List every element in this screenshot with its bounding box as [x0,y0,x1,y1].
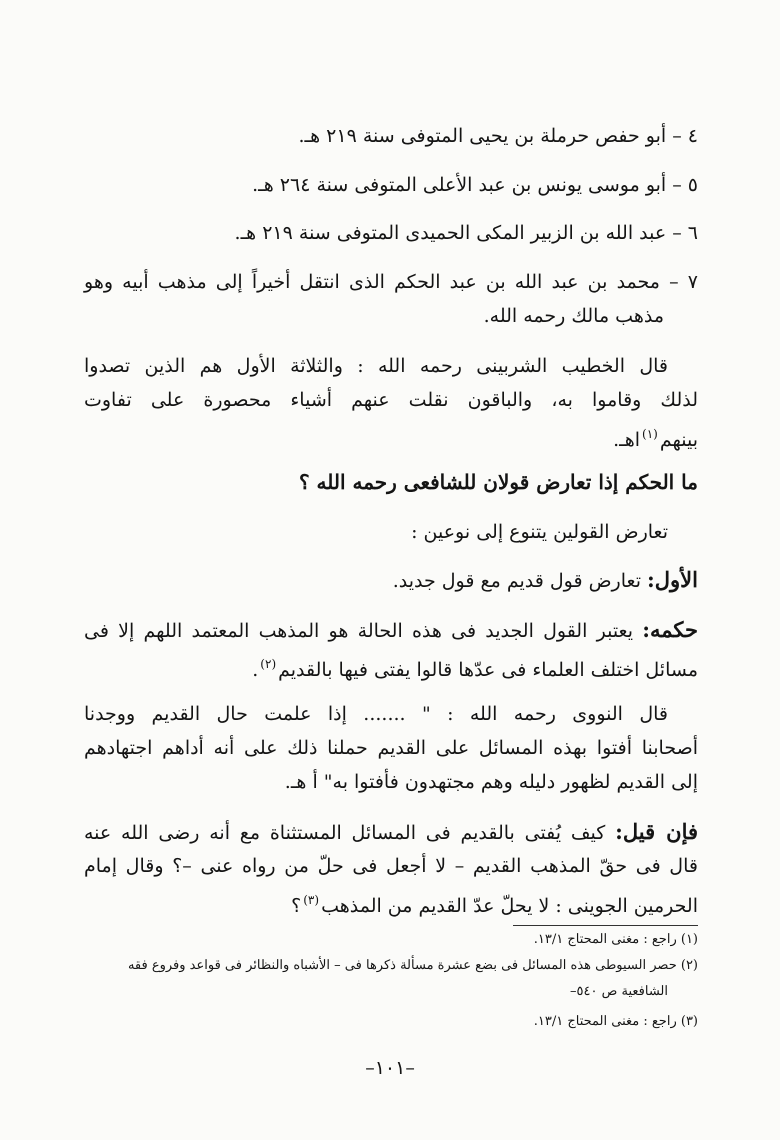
paragraph-1-line-3 [84,420,698,454]
question-line-3-text: الحرمين الجوينى : لا يحلّ عدّ القديم من المذهب [321,895,698,917]
question-line-1-text: كيف يُفتى بالقديم فى المسائل المستثناة مع أنه رضى الله عنه [84,822,606,844]
footnote-1: (١) راجع : مغنى المحتاج ١٣/١. [533,932,698,947]
list-item-4: ٤ – أبو حفص حرملة بن يحيى المتوفى سنة ٢١٩ هـ. [298,125,698,147]
paragraph-1-line-2: لذلك وقاموا به، والباقون نقلت عنهم أشياء محصورة على تفاوت [84,389,698,411]
page-number: –١٠١– [365,1057,415,1079]
list-item-6: ٦ – عبد الله بن الزبير المكى الحميدى المتوفى سنة ٢١٩ هـ. [234,222,698,244]
paragraph-1-line-3-end: اهـ. [613,429,640,451]
list-item-5: ٥ – أبو موسى يونس بن عبد الأعلى المتوفى سنة ٢٦٤ هـ. [252,174,698,196]
footnote-2-line-1: (٢) حصر السيوطى هذه المسائل فى بضع عشرة مسألة ذكرها فى – الأشباه والنظائر فى قواعد وفروع فقه [127,958,698,973]
nawawi-line-1: قال النووى رحمه الله : " ....... إذا علمت حال القديم ووجدنا [84,703,668,725]
footnote-ref-3: (٣) [303,893,320,907]
footnote-ref-2: (٢) [260,657,277,671]
question-line-3 [84,886,698,920]
question-line-1 [84,818,698,847]
footnote-2-line-2: الشافعية ص ٥٤٠– [570,984,668,999]
ruling-line-1 [84,616,698,645]
list-item-7-line-2: مذهب مالك رحمه الله. [483,305,664,327]
list-item-7-line-1: ٧ – محمد بن عبد الله بن عبد الحكم الذى انتقل أخيراً إلى مذهب أبيه وهو [84,271,698,293]
first-type [84,566,698,595]
paragraph-1-line-1: قال الخطيب الشربينى رحمه الله : والثلاثة الأول هم الذين تصدوا [84,355,668,377]
paragraph-1-line-3-text: بينهم [659,429,698,451]
nawawi-line-2: أصحابنا أفتوا بهذه المسائل على القديم حملنا ذلك على أنه أداهم اجتهادهم [84,737,698,759]
question-line-2: قال فى حقّ المذهب القديم – لا أجعل فى حلّ من رواه عنى –؟ وقال إمام [84,855,698,877]
ruling-line-2-end: . [252,659,259,681]
intro-text: تعارض القولين يتنوع إلى نوعين : [411,521,668,543]
section-heading: ما الحكم إذا تعارض قولان للشافعى رحمه الله ؟ [298,470,698,494]
ruling-line-1-text: يعتبر القول الجديد فى هذه الحالة هو المذهب المعتمد اللهم إلا فى [84,620,634,642]
first-type-text: تعارض قول قديم مع قول جديد. [392,570,641,592]
question-line-3-end: ؟ [291,895,302,917]
footnote-divider [513,925,698,926]
ruling-line-2 [84,650,698,684]
footnote-ref-1: (١) [642,427,658,441]
nawawi-line-3: إلى القديم لظهور دليله وهم مجتهدون فأفتوا به" أ هـ. [284,771,698,793]
footnote-3: (٣) راجع : مغنى المحتاج ١٣/١. [533,1014,698,1029]
ruling-label: حكمه: [642,617,698,642]
question-label: فإن قيل: [615,819,699,844]
first-type-label: الأول: [647,567,698,592]
ruling-line-2-text: مسائل اختلف العلماء فى عدّها قالوا يفتى فيها بالقديم [278,659,698,681]
